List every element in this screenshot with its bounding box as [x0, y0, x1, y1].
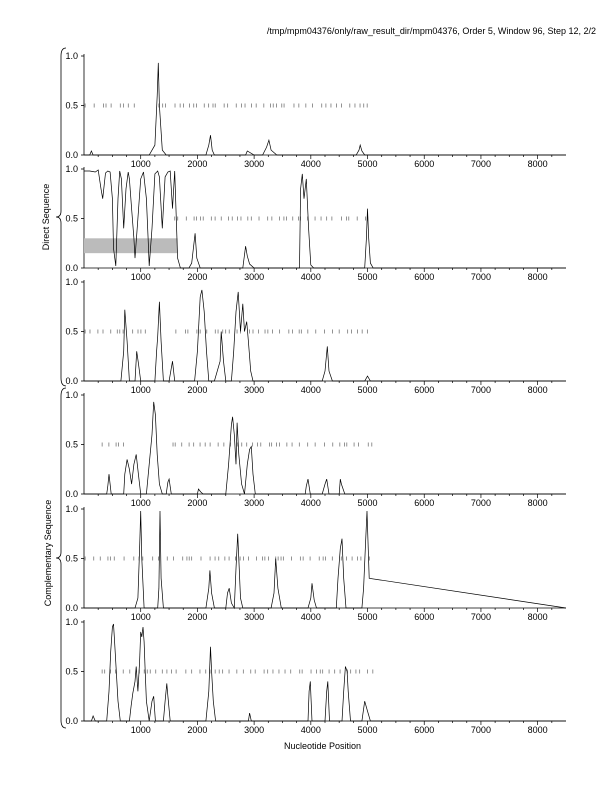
x-tick-label: 4000	[300, 272, 321, 282]
plot-panel-6	[65, 617, 566, 735]
x-tick-label: 3000	[244, 612, 265, 622]
plot-panel-4	[65, 390, 566, 508]
x-tick-label: 7000	[470, 159, 491, 169]
y-tick-label: 0.0	[65, 263, 78, 273]
x-tick-label: 5000	[357, 725, 378, 735]
x-tick-label: 4000	[300, 385, 321, 395]
y-tick-label: 0.5	[65, 100, 78, 111]
x-tick-label: 8000	[527, 385, 548, 395]
x-tick-label: 8000	[527, 159, 548, 169]
y-tick-label: 0.5	[65, 553, 78, 564]
x-tick-label: 2000	[187, 612, 208, 622]
x-tick-label: 2000	[187, 498, 208, 508]
series-line	[84, 290, 566, 381]
x-tick-label: 4000	[300, 159, 321, 169]
x-tick-label: 3000	[244, 272, 265, 282]
plot-panel-1	[65, 51, 566, 169]
x-tick-label: 1000	[130, 159, 151, 169]
x-tick-label: 7000	[470, 272, 491, 282]
y-tick-label: 0.5	[65, 213, 78, 224]
highlight-region	[84, 238, 178, 253]
x-tick-label: 1000	[130, 498, 151, 508]
x-tick-label: 2000	[187, 385, 208, 395]
y-tick-label: 0.5	[65, 666, 78, 677]
x-tick-label: 2000	[187, 725, 208, 735]
x-tick-label: 6000	[414, 612, 435, 622]
series-line	[84, 170, 566, 268]
x-tick-label: 1000	[130, 272, 151, 282]
y-tick-label: 0.0	[65, 150, 78, 160]
y-tick-label: 1.0	[65, 390, 78, 400]
x-tick-label: 8000	[527, 272, 548, 282]
plot-panel-3	[65, 277, 566, 395]
x-tick-label: 3000	[244, 725, 265, 735]
x-tick-label: 2000	[187, 272, 208, 282]
y-tick-label: 0.0	[65, 716, 78, 726]
x-tick-label: 4000	[300, 612, 321, 622]
x-tick-label: 6000	[414, 385, 435, 395]
y-tick-label: 0.0	[65, 376, 78, 386]
plot-panel-2	[65, 164, 566, 282]
y-tick-label: 1.0	[65, 51, 78, 61]
y-tick-label: 0.0	[65, 489, 78, 499]
x-tick-label: 8000	[527, 725, 548, 735]
x-tick-label: 8000	[527, 612, 548, 622]
y-tick-label: 0.0	[65, 603, 78, 613]
x-tick-label: 5000	[357, 612, 378, 622]
x-tick-label: 1000	[130, 725, 151, 735]
y-tick-label: 1.0	[65, 504, 78, 514]
complementary-sequence-group-label: Complementary Sequence	[43, 499, 53, 607]
y-tick-label: 0.5	[65, 439, 78, 450]
x-tick-label: 7000	[470, 498, 491, 508]
x-tick-label: 8000	[527, 498, 548, 508]
series-line	[84, 624, 566, 721]
x-tick-label: 5000	[357, 272, 378, 282]
y-tick-label: 0.5	[65, 326, 78, 337]
y-tick-label: 1.0	[65, 617, 78, 627]
x-tick-label: 6000	[414, 272, 435, 282]
x-tick-label: 2000	[187, 159, 208, 169]
x-tick-label: 5000	[357, 385, 378, 395]
x-tick-label: 7000	[470, 385, 491, 395]
x-tick-label: 5000	[357, 159, 378, 169]
plot-panel-5	[65, 504, 566, 622]
x-tick-label: 4000	[300, 725, 321, 735]
x-tick-label: 1000	[130, 385, 151, 395]
x-tick-label: 6000	[414, 498, 435, 508]
y-tick-label: 1.0	[65, 277, 78, 287]
series-line	[84, 63, 566, 155]
x-tick-label: 6000	[414, 725, 435, 735]
x-tick-label: 4000	[300, 498, 321, 508]
y-tick-label: 1.0	[65, 164, 78, 174]
x-tick-label: 3000	[244, 159, 265, 169]
x-tick-label: 7000	[470, 725, 491, 735]
series-line	[84, 402, 566, 494]
direct-sequence-group-label: Direct Sequence	[41, 183, 51, 251]
x-tick-label: 1000	[130, 612, 151, 622]
x-axis-title: Nucleotide Position	[284, 741, 362, 751]
page-header-title: /tmp/mpm04376/only/raw_result_dir/mpm04376, Order 5, Window 96, Step 12, 2/2	[266, 26, 596, 36]
x-tick-label: 3000	[244, 385, 265, 395]
x-tick-label: 3000	[244, 498, 265, 508]
x-tick-label: 7000	[470, 612, 491, 622]
x-tick-label: 6000	[414, 159, 435, 169]
x-tick-label: 5000	[357, 498, 378, 508]
